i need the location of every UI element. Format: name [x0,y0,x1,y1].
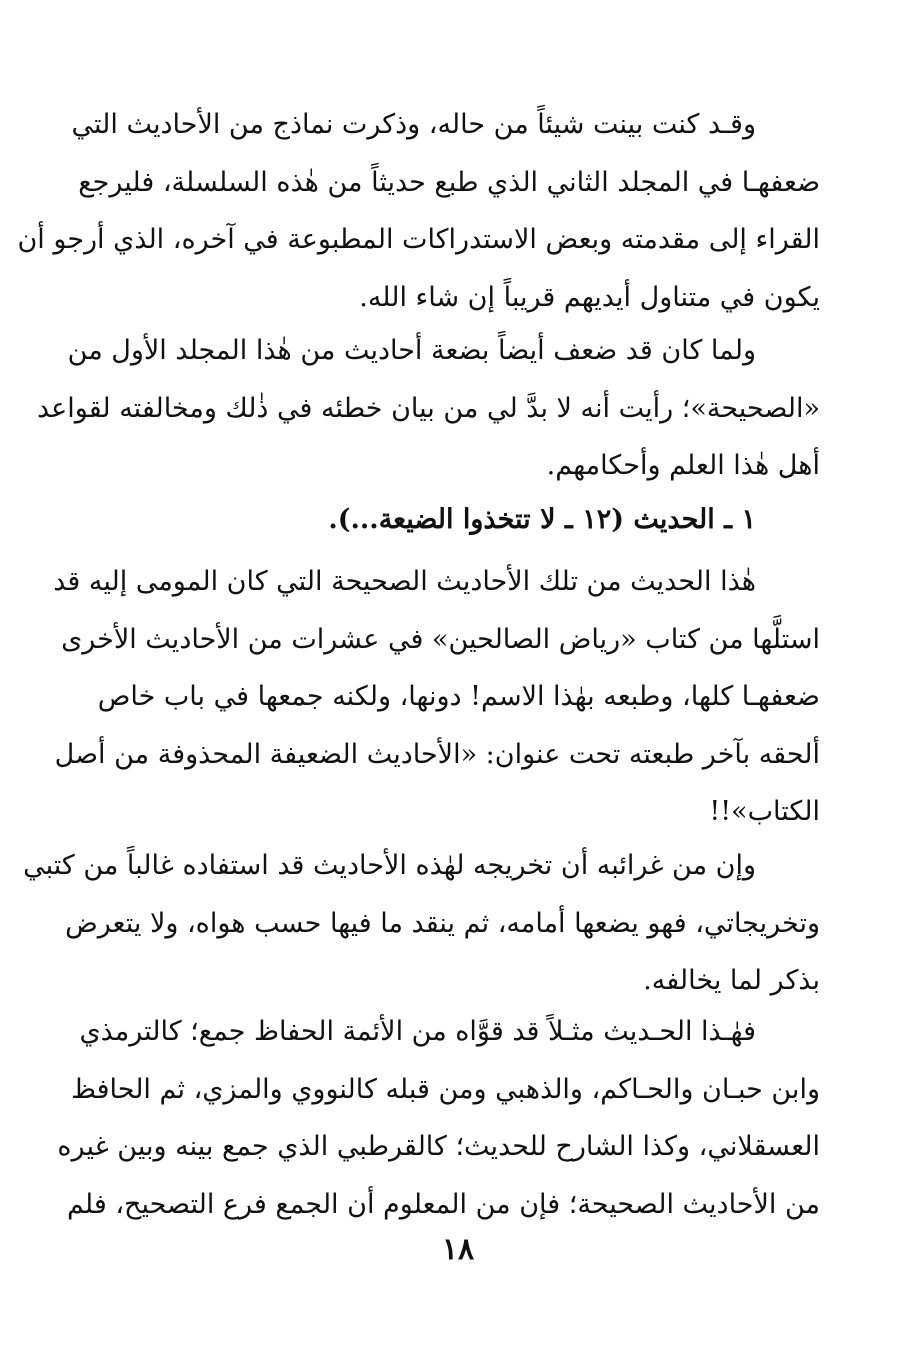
paragraph-1-line-4: يكون في متناول أيديهم قريباً إن شاء الله. [359,281,820,313]
paragraph-1 [17,96,820,326]
paragraph-5-line-1: فهٰـذا الحـديث مثـلاً قد قوَّاه من الأئمة الحفاظ جمع؛ كالترمذي [79,1016,756,1047]
paragraph-5-line-2: وابن حبـان والحـاكم، والذهبي ومن قبله كالنووي والمزي، ثم الحافظ [71,1073,820,1105]
paragraph-5 [57,1003,820,1233]
paragraph-3 [53,553,820,841]
hadith-heading-text: ١ ـ الحديث (١٢ ـ لا تتخذوا الضيعة...). [328,504,756,535]
paragraph-3-line-5: الكتاب»!! [709,796,820,827]
paragraph-5-line-4: من الأحاديث الصحيحة؛ فإن من المعلوم أن الجمع فرع التصحيح، فلم [66,1188,820,1220]
hadith-heading [100,495,820,545]
paragraph-3-line-1: هٰذا الحديث من تلك الأحاديث الصحيحة التي كان المومى إليه قد [53,566,756,597]
paragraph-3-line-2: استلَّها من كتاب «رياض الصالحين» في عشرات من الأحاديث الأخرى [61,623,820,655]
paragraph-5-line-3: العسقلاني، وكذا الشارح للحديث؛ كالقرطبي الذي جمع بينه وبين غيره [57,1131,820,1162]
paragraph-2-line-3: أهل هٰذا العلم وأحكامهم. [546,450,820,481]
paragraph-2-line-1: ولما كان قد ضعف أيضاً بضعة أحاديث من هٰذا المجلد الأول من [67,335,756,366]
paragraph-4-line-1: وإن من غرائبه أن تخريجه لهٰذه الأحاديث قد استفاده غالباً من كتبي [23,850,756,881]
paragraph-3-line-4: ألحقه بآخر طبعته تحت عنوان: «الأحاديث الضعيفة المحذوفة من أصل [54,738,820,770]
paragraph-4 [23,837,820,1010]
paragraph-1-line-3: القراء إلى مقدمته وبعض الاستدراكات المطبوعة في آخره، الذي أرجو أن [17,224,820,255]
page-number: ١٨ [441,1232,475,1267]
paragraph-1-line-1: وقـد كنت بينت شيئاً من حاله، وذكرت نماذج من الأحاديث التي [71,109,756,140]
paragraph-4-line-2: وتخريجاتي، فهو يضعها أمامه، ثم ينقد ما فيها حسب هواه، ولا يتعرض [65,907,820,939]
paragraph-2 [37,322,820,495]
paragraph-2-line-2: «الصحيحة»؛ رأيت أنه لا بدَّ لي من بيان خطئه في ذٰلك ومخالفته لقواعد [37,392,820,424]
paragraph-4-line-3: بذكر لما يخالفه. [643,965,820,996]
paragraph-1-line-2: ضعفهـا في المجلد الثاني الذي طبع حديثاً من هٰذه السلسلة، فليرجع [78,166,820,198]
paragraph-3-line-3: ضعفهـا كلها، وطبعه بهٰذا الاسم! دونها، ولكنه جمعها في باب خاص [97,681,820,712]
